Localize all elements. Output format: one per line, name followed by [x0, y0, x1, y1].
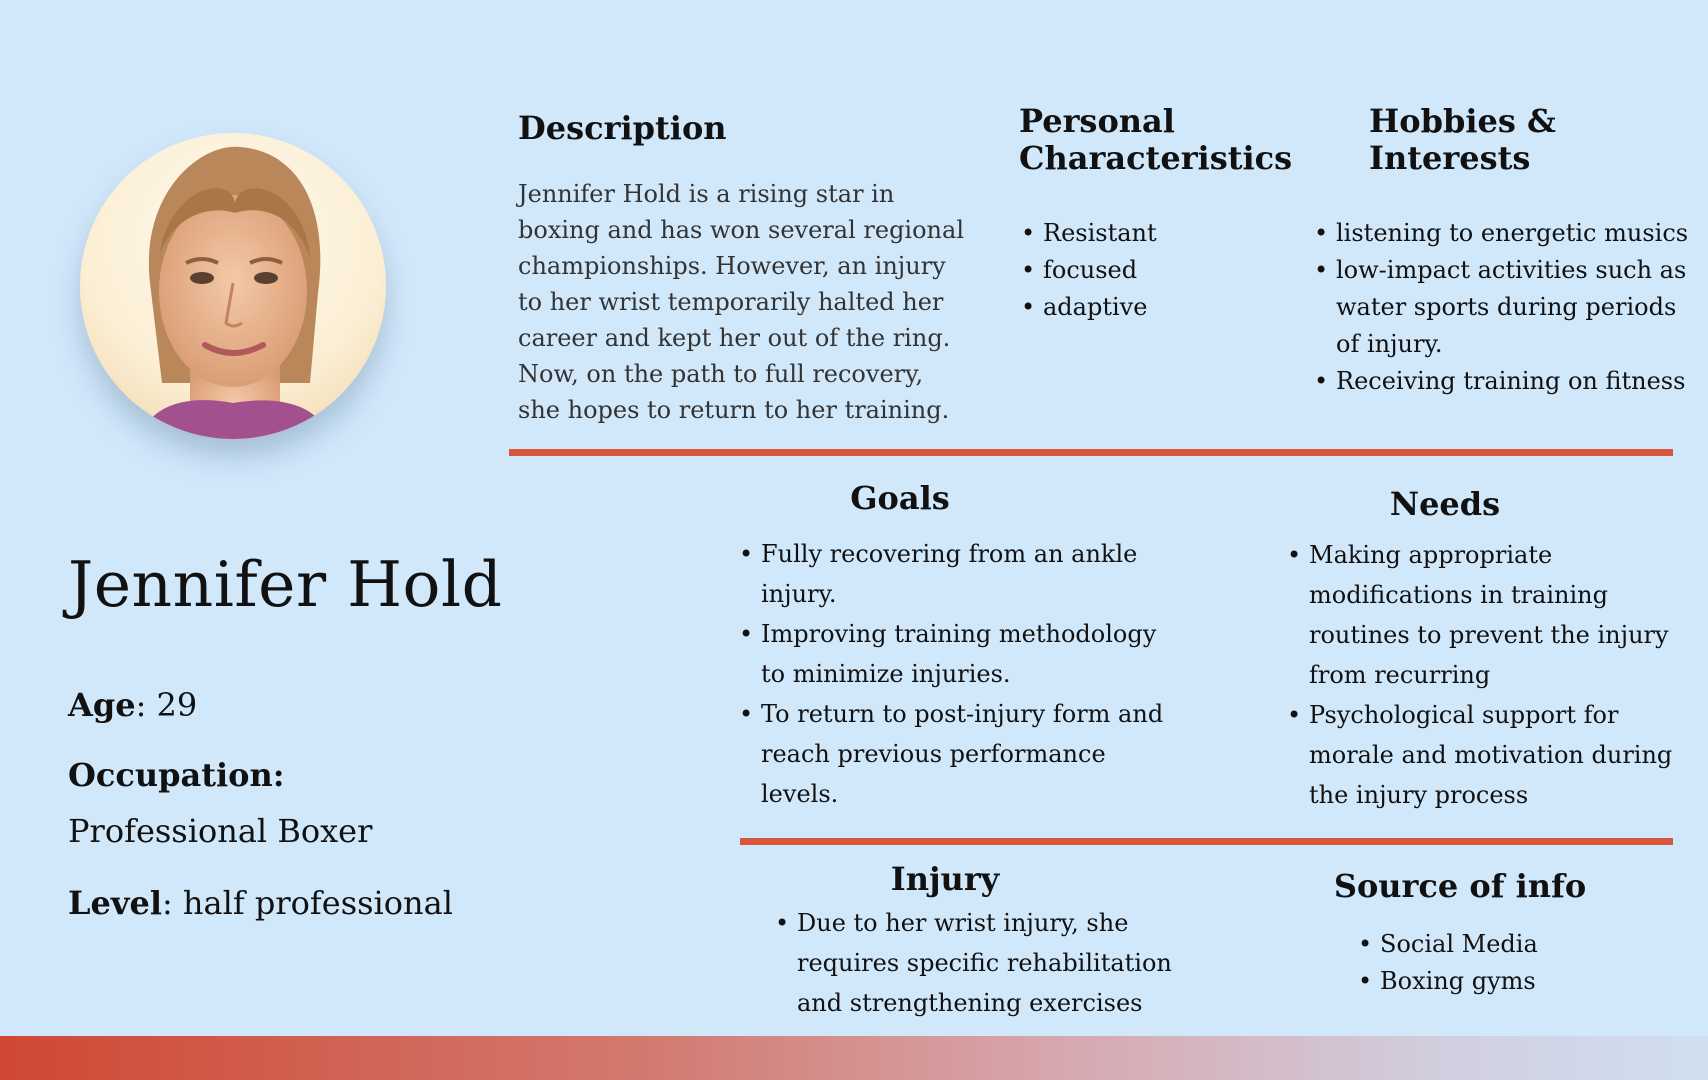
divider-top	[509, 449, 1673, 456]
hobbies-list	[1312, 215, 1702, 400]
injury-list	[773, 903, 1173, 1023]
level-line	[68, 884, 453, 922]
level-value: : half professional	[161, 884, 453, 922]
hobbies-heading: Hobbies & Interests	[1369, 102, 1556, 177]
needs-list	[1285, 535, 1680, 815]
injury-heading: Injury	[890, 860, 1000, 898]
list-item: • adaptive	[1019, 289, 1249, 326]
description-text: Jennifer Hold is a rising star in boxing and has won several regional championships. However, an injury to her wrist temporarily halted her career and kept her out of the ring. Now, on the path to full recovery, she hopes to return to her training.	[518, 180, 964, 424]
list-item: • listening to energetic musics	[1312, 215, 1702, 252]
sources-list	[1356, 926, 1606, 1000]
age-value: : 29	[135, 686, 198, 724]
list-item: • To return to post-injury form and reach previous performance levels.	[737, 694, 1187, 814]
list-item: • Due to her wrist injury, she requires specific rehabilitation and strengthening exercises	[773, 903, 1173, 1023]
list-item: • Making appropriate modifications in training routines to prevent the injury from recurring	[1285, 535, 1680, 695]
footer-gradient-bar	[0, 1036, 1708, 1080]
personal-list	[1019, 215, 1249, 326]
list-item: • focused	[1019, 252, 1249, 289]
list-item: • Psychological support for morale and motivation during the injury process	[1285, 695, 1680, 815]
list-item: • low-impact activities such as water sports during periods of injury.	[1312, 252, 1702, 363]
occupation-label: Occupation:	[68, 756, 285, 794]
personal-heading: Personal Characteristics	[1019, 102, 1293, 177]
level-label: Level	[68, 884, 162, 922]
age-line	[68, 686, 197, 724]
sources-heading: Source of info	[1333, 867, 1587, 905]
list-item: • Fully recovering from an ankle injury.	[737, 534, 1187, 614]
profile-photo	[80, 133, 386, 439]
persona-name: Jennifer Hold	[68, 548, 503, 621]
description-heading: Description	[518, 109, 727, 147]
list-item: • Receiving training on fitness	[1312, 363, 1702, 400]
divider-bottom	[740, 838, 1673, 845]
list-item: • Boxing gyms	[1356, 963, 1606, 1000]
goals-heading: Goals	[850, 479, 950, 517]
list-item: • Social Media	[1356, 926, 1606, 963]
age-label: Age	[68, 686, 136, 724]
list-item: • Improving training methodology to minimize injuries.	[737, 614, 1187, 694]
list-item: • Resistant	[1019, 215, 1249, 252]
needs-heading: Needs	[1389, 485, 1501, 523]
occupation-value: Professional Boxer	[68, 812, 373, 850]
goals-list	[737, 534, 1187, 814]
